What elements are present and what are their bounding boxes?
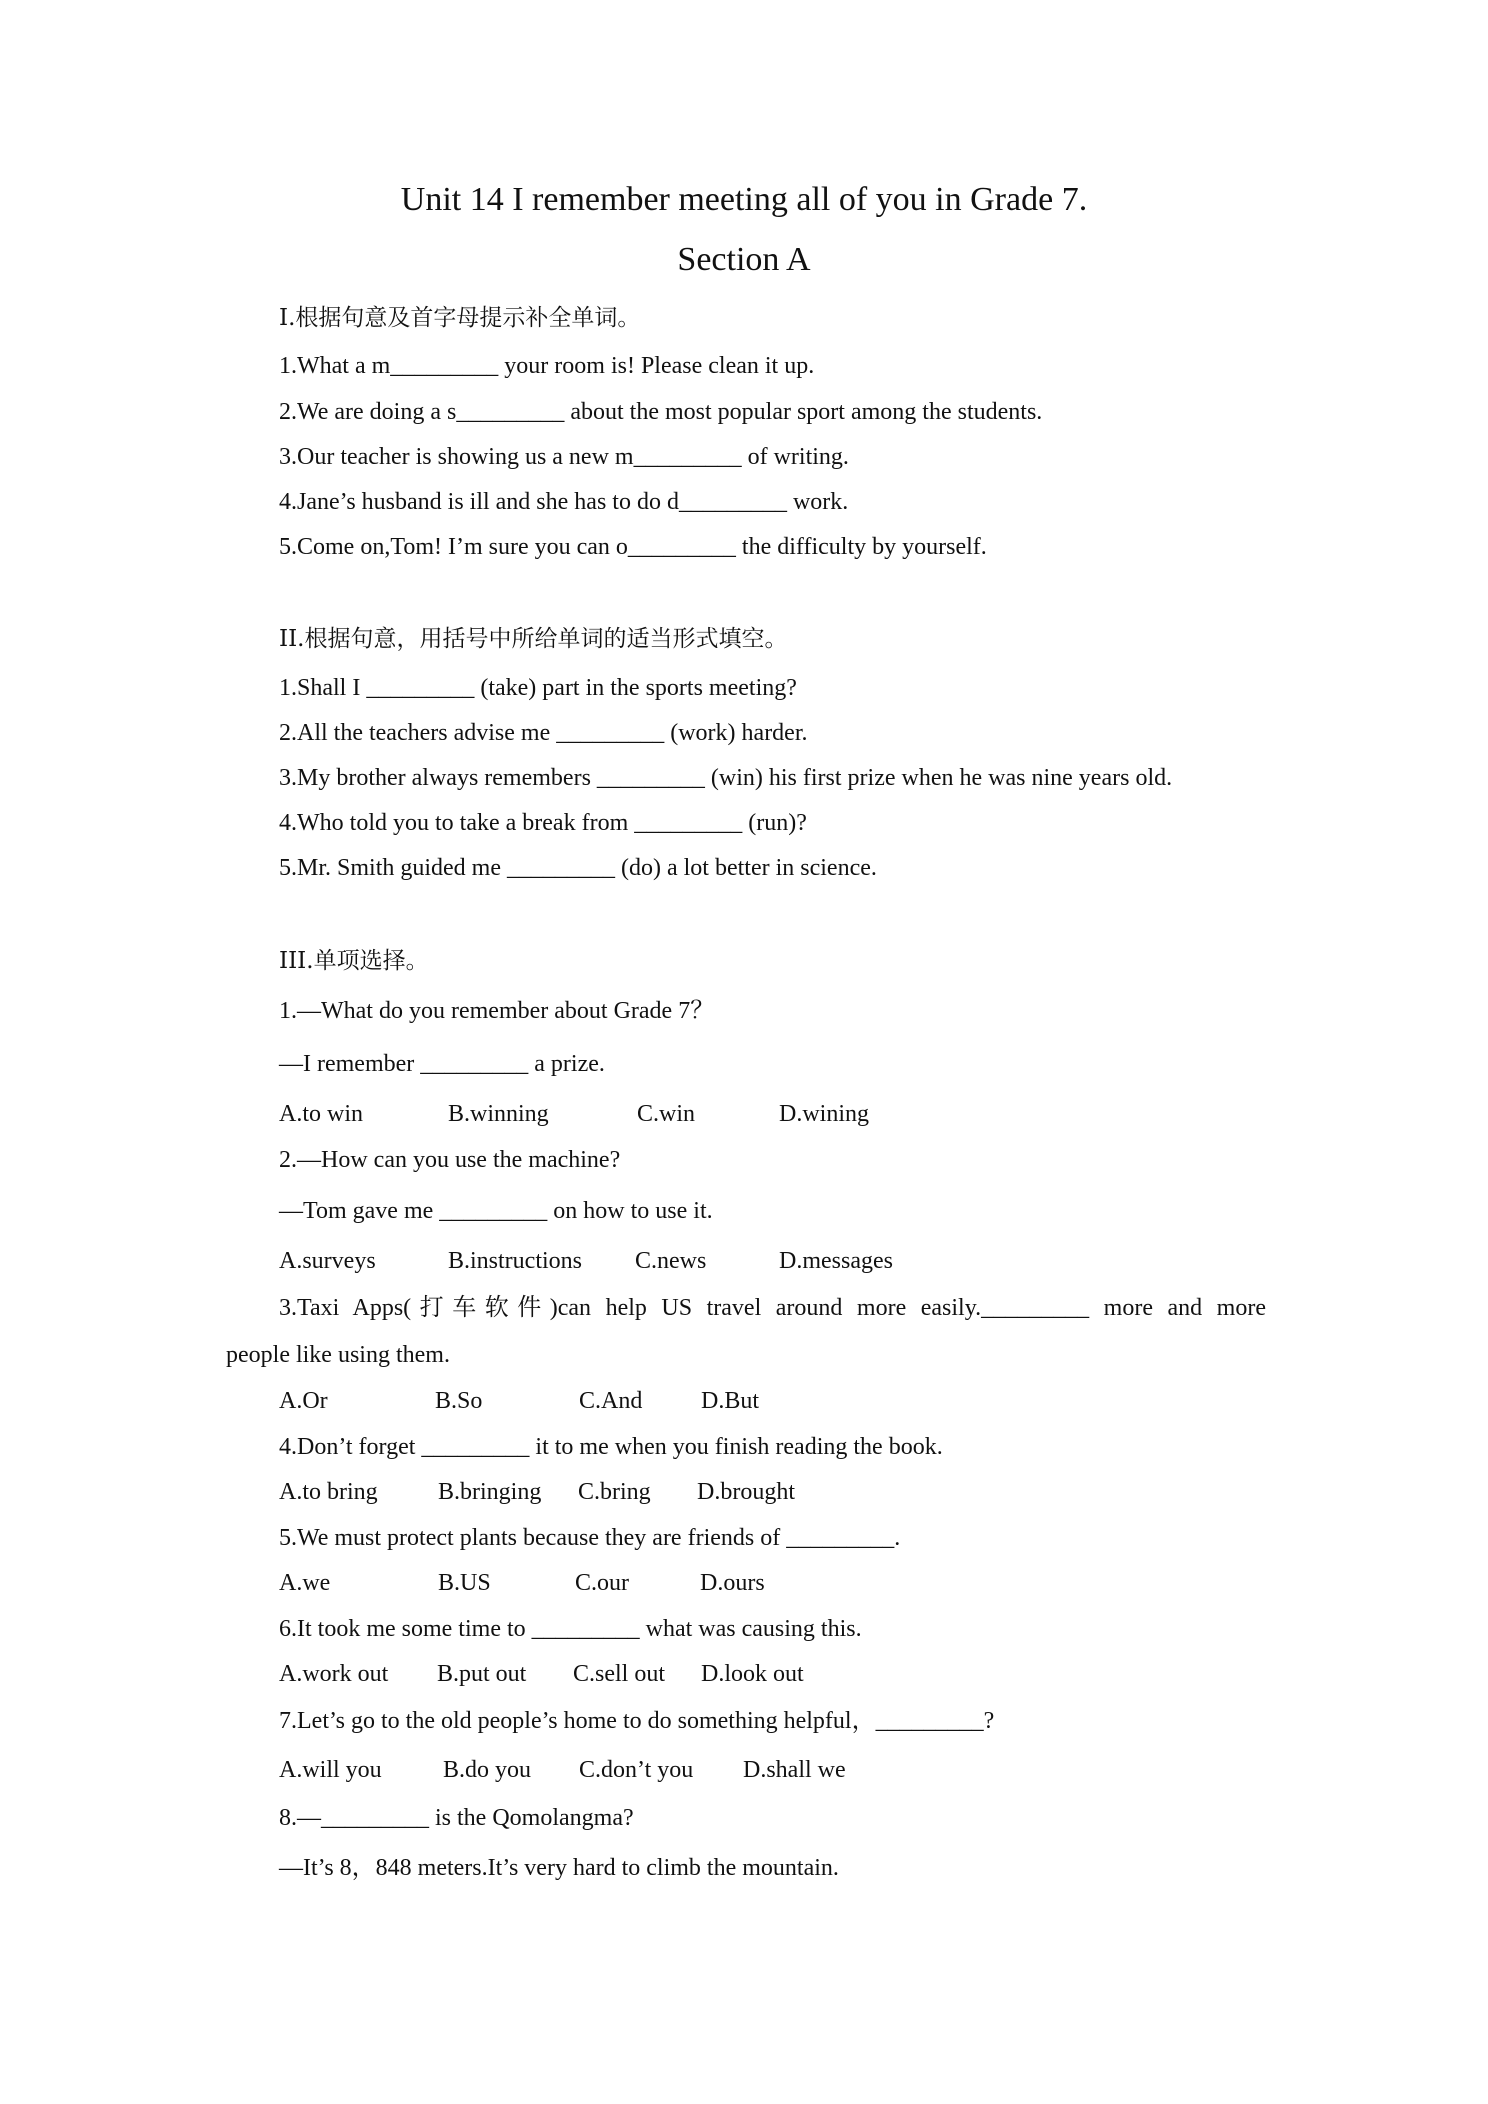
question-2-option-a: A.surveys bbox=[279, 1248, 376, 1274]
section-subtitle: Section A bbox=[677, 241, 811, 278]
section-3-heading: III.单项选择。 bbox=[279, 948, 429, 974]
question-5-option-b: B.US bbox=[438, 1570, 491, 1596]
question-5-option-c: C.our bbox=[575, 1570, 629, 1596]
question-1-option-d: D.wining bbox=[779, 1101, 869, 1127]
section-2-item-3: 3.My brother always remembers _________ (win) his first prize when he was nine years old. bbox=[279, 765, 1173, 791]
page-title: Unit 14 I remember meeting all of you in Grade 7. bbox=[400, 181, 1088, 218]
section-2-item-1: 1.Shall I _________ (take) part in the sports meeting? bbox=[279, 675, 797, 701]
question-4-option-d: D.brought bbox=[697, 1479, 795, 1505]
question-3-option-c: C.And bbox=[579, 1388, 643, 1414]
question-3-line-1: 3.Taxi Apps(打车软件)can help US travel around more easily._________ more and more bbox=[279, 1295, 1266, 1321]
section-1-item-3: 3.Our teacher is showing us a new m_________ of writing. bbox=[279, 444, 849, 470]
section-1-item-1: 1.What a m_________ your room is! Please clean it up. bbox=[279, 353, 815, 379]
question-5-option-a: A.we bbox=[279, 1570, 331, 1596]
question-3-option-a: A.Or bbox=[279, 1388, 328, 1414]
question-2-option-b: B.instructions bbox=[448, 1248, 583, 1274]
question-1-option-b: B.winning bbox=[448, 1101, 549, 1127]
question-3-line-2: people like using them. bbox=[226, 1342, 450, 1368]
question-4-option-a: A.to bring bbox=[279, 1479, 378, 1505]
question-3-option-d: D.But bbox=[701, 1388, 760, 1414]
section-1-item-2: 2.We are doing a s_________ about the most popular sport among the students. bbox=[279, 399, 1043, 425]
section-2-item-2: 2.All the teachers advise me _________ (work) harder. bbox=[279, 720, 808, 746]
question-8-line-2: —It’s 8，848 meters.It’s very hard to climb the mountain. bbox=[279, 1855, 839, 1881]
section-2-item-4: 4.Who told you to take a break from _________ (run)? bbox=[279, 810, 807, 836]
section-2-item-5: 5.Mr. Smith guided me _________ (do) a lot better in science. bbox=[279, 855, 877, 881]
section-1-item-5: 5.Come on,Tom! I’m sure you can o_________ the difficulty by yourself. bbox=[279, 534, 987, 560]
question-4-option-b: B.bringing bbox=[438, 1479, 542, 1505]
question-6-line-1: 6.It took me some time to _________ what was causing this. bbox=[279, 1616, 862, 1642]
section-2-heading: II.根据句意，用括号中所给单词的适当形式填空。 bbox=[279, 626, 788, 652]
question-4-option-c: C.bring bbox=[578, 1479, 651, 1505]
question-1-line-1: 1.—What do you remember about Grade 7？ bbox=[279, 998, 715, 1024]
question-6-option-b: B.put out bbox=[437, 1661, 527, 1687]
question-5-option-d: D.ours bbox=[700, 1570, 765, 1596]
question-1-line-2: —I remember _________ a prize. bbox=[279, 1051, 605, 1077]
question-6-option-c: C.sell out bbox=[573, 1661, 666, 1687]
question-2-line-2: —Tom gave me _________ on how to use it. bbox=[279, 1198, 713, 1224]
question-5-line-1: 5.We must protect plants because they are friends of _________. bbox=[279, 1525, 901, 1551]
question-1-option-c: C.win bbox=[637, 1101, 696, 1127]
question-6-option-d: D.look out bbox=[701, 1661, 804, 1687]
question-6-option-a: A.work out bbox=[279, 1661, 389, 1687]
section-1-heading: I.根据句意及首字母提示补全单词。 bbox=[279, 305, 641, 331]
question-7-option-d: D.shall we bbox=[743, 1757, 846, 1783]
question-7-option-c: C.don’t you bbox=[579, 1757, 694, 1783]
question-3-option-b: B.So bbox=[435, 1388, 483, 1414]
question-7-option-a: A.will you bbox=[279, 1757, 382, 1783]
section-1-item-4: 4.Jane’s husband is ill and she has to do d_________ work. bbox=[279, 489, 849, 515]
question-7-option-b: B.do you bbox=[443, 1757, 532, 1783]
question-1-option-a: A.to win bbox=[279, 1101, 363, 1127]
question-4-line-1: 4.Don’t forget _________ it to me when you finish reading the book. bbox=[279, 1434, 943, 1460]
question-2-option-d: D.messages bbox=[779, 1248, 893, 1274]
question-2-line-1: 2.—How can you use the machine? bbox=[279, 1147, 621, 1173]
question-2-option-c: C.news bbox=[635, 1248, 707, 1274]
question-7-line-1: 7.Let’s go to the old people’s home to do something helpful，_________? bbox=[279, 1708, 995, 1734]
question-8-line-1: 8.—_________ is the Qomolangma? bbox=[279, 1805, 634, 1831]
